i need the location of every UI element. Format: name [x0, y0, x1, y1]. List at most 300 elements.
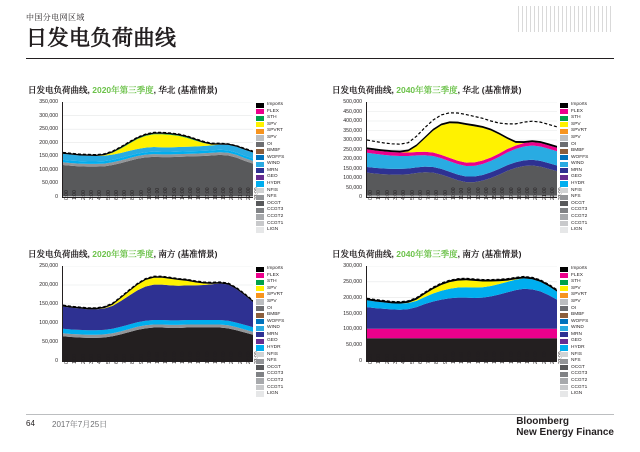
legend-item: [256, 128, 284, 134]
legend-swatch: [256, 378, 264, 383]
legend-item: [560, 109, 588, 115]
legend-label: CCGT2: [267, 377, 284, 383]
x-tick-label: 17:00: [508, 351, 515, 364]
x-tick-label: 19:00: [221, 351, 228, 364]
legend-swatch: [256, 168, 264, 173]
legend-swatch: [560, 155, 568, 160]
legend-swatch: [560, 267, 568, 272]
x-tick-label: 20:00: [229, 187, 236, 200]
x-tick-label: 17:00: [204, 351, 211, 364]
legend-item: [256, 161, 284, 167]
y-axis-labels: [330, 263, 364, 364]
x-tick-label: 9:00: [138, 190, 145, 200]
legend-swatch: [560, 319, 568, 324]
legend-label: NFS: [571, 194, 581, 200]
x-tick-label: 19:00: [525, 351, 532, 364]
legend-item: [560, 148, 588, 154]
legend-swatch: [256, 299, 264, 304]
legend-item: [256, 352, 284, 358]
chart-panel-north-2020: [26, 84, 285, 243]
legend-item: [256, 279, 284, 285]
legend-swatch: [560, 227, 568, 232]
x-tick-label: 1:00: [72, 190, 79, 200]
x-tick-label: 12:00: [467, 187, 474, 200]
legend-label: HYDR: [267, 181, 281, 187]
x-tick-label: 9:00: [138, 354, 145, 364]
x-tick-label: 8:00: [130, 190, 137, 200]
legend-item: [560, 338, 588, 344]
legend-item: [560, 128, 588, 134]
legend-label: BMBF: [571, 148, 585, 154]
legend-swatch: [256, 109, 264, 114]
chart-title-south-2040: [332, 248, 521, 260]
legend-item: [560, 201, 588, 207]
chart-title-prefix: 日发电负荷曲线,: [332, 85, 397, 95]
legend-label: CCGT3: [571, 207, 588, 213]
legend-swatch: [560, 345, 568, 350]
x-tick-label: 15:00: [492, 187, 499, 200]
x-tick-label: 10:00: [450, 187, 457, 200]
chart-legend: [560, 102, 588, 234]
legend-item: [256, 207, 284, 213]
x-tick-label: 14:00: [179, 351, 186, 364]
footer-rule: [26, 414, 614, 415]
y-tick-label: 200,000: [39, 139, 58, 146]
legend-label: FLEX: [571, 108, 583, 114]
legend-label: OI: [571, 141, 577, 147]
legend-item: [560, 345, 588, 351]
legend-swatch: [256, 155, 264, 160]
y-tick-label: 250,000: [343, 278, 362, 285]
x-tick-label: 1:00: [376, 354, 383, 364]
legend-label: NFIS: [267, 351, 278, 357]
legend-label: SPV: [571, 134, 581, 140]
legend-item: [256, 345, 284, 351]
legend-swatch: [560, 293, 568, 298]
x-tick-label: 21:00: [237, 351, 244, 364]
legend-item: [256, 384, 284, 390]
x-tick-label: 0:00: [368, 354, 375, 364]
x-tick-label: 20:00: [533, 187, 540, 200]
brand-logo: [516, 416, 614, 438]
x-tick-label: 14:00: [179, 187, 186, 200]
legend-label: Imports: [267, 266, 283, 272]
legend-label: CCGT1: [267, 384, 284, 390]
x-tick-label: 20:00: [533, 351, 540, 364]
legend-label: OCGT: [571, 364, 585, 370]
x-tick-label: 16:00: [196, 351, 203, 364]
legend-item: [256, 338, 284, 344]
legend-item: [560, 365, 588, 371]
chart-title-prefix: 日发电负荷曲线,: [28, 85, 93, 95]
chart-title-accent: 2020年第三季度: [92, 249, 154, 259]
legend-label: NFIS: [267, 187, 278, 193]
x-tick-label: 12:00: [163, 187, 170, 200]
legend-swatch: [256, 116, 264, 121]
legend-label: BMBF: [267, 312, 281, 318]
x-tick-label: 15:00: [492, 351, 499, 364]
y-tick-label: 0: [55, 358, 58, 364]
x-tick-label: 16:00: [500, 351, 507, 364]
x-tick-label: 4:00: [401, 190, 408, 200]
legend-swatch: [256, 188, 264, 193]
legend-item: [256, 201, 284, 207]
y-tick-label: 300,000: [343, 263, 362, 269]
chart-title-accent: 2020年第三季度: [92, 85, 154, 95]
x-tick-label: 15:00: [188, 351, 195, 364]
legend-label: CCGT1: [571, 384, 588, 390]
legend-label: LIGN: [571, 227, 583, 233]
legend-swatch: [256, 208, 264, 213]
legend-label: SPV: [267, 134, 277, 140]
legend-item: [560, 161, 588, 167]
legend-swatch: [560, 109, 568, 114]
legend-label: LIGN: [571, 391, 583, 397]
legend-item: [560, 266, 588, 272]
x-tick-label: 1:00: [72, 354, 79, 364]
legend-item: [560, 135, 588, 141]
chart-title-north-2020: [28, 84, 217, 96]
legend-swatch: [560, 391, 568, 396]
legend-swatch: [560, 116, 568, 121]
legend-item: [560, 312, 588, 318]
legend-item: [256, 135, 284, 141]
y-tick-label: 50,000: [346, 342, 362, 349]
legend-label: LIGN: [267, 391, 279, 397]
chart-title-prefix: 日发电负荷曲线,: [28, 249, 93, 259]
legend-swatch: [256, 175, 264, 180]
y-tick-label: 150,000: [39, 301, 58, 307]
x-tick-label: 9:00: [442, 354, 449, 364]
footer-date: 2017年7月25日: [52, 420, 108, 429]
legend-item: [560, 292, 588, 298]
legend-swatch: [560, 299, 568, 304]
legend-item: [560, 227, 588, 233]
chart-title-suffix: , 南方 (基准情景): [153, 249, 218, 259]
legend-swatch: [256, 385, 264, 390]
y-axis-labels: [330, 99, 364, 200]
x-tick-label: 6:00: [417, 354, 424, 364]
legend-item: [256, 305, 284, 311]
y-tick-label: 100,000: [343, 175, 362, 181]
legend-item: [256, 365, 284, 371]
legend-swatch: [560, 280, 568, 285]
legend-swatch: [560, 142, 568, 147]
legend-swatch: [256, 267, 264, 272]
legend-item: [560, 181, 588, 187]
legend-label: STH: [267, 115, 277, 121]
legend-item: [256, 174, 284, 180]
plot-wrapper-north-2040: [330, 99, 589, 243]
legend-swatch: [256, 273, 264, 278]
y-tick-label: 200,000: [343, 294, 362, 301]
legend-label: Imports: [267, 102, 283, 108]
x-tick-label: 22:00: [245, 187, 252, 200]
legend-swatch: [256, 227, 264, 232]
legend-item: [560, 214, 588, 220]
legend-swatch: [560, 372, 568, 377]
x-tick-label: 4:00: [401, 354, 408, 364]
legend-swatch: [560, 385, 568, 390]
legend-swatch: [256, 129, 264, 134]
legend-label: NFIS: [571, 351, 582, 357]
x-tick-label: 0:00: [64, 354, 71, 364]
legend-label: SPV: [571, 121, 581, 127]
y-tick-label: 500,000: [343, 99, 362, 105]
y-tick-label: 250,000: [343, 146, 362, 153]
legend-label: SPV: [571, 285, 581, 291]
x-tick-label: 20:00: [229, 351, 236, 364]
x-tick-label: 14:00: [483, 187, 490, 200]
legend-swatch: [256, 103, 264, 108]
legend-label: GEO: [571, 338, 582, 344]
x-tick-label: 11:00: [155, 187, 162, 200]
legend-item: [256, 115, 284, 121]
legend-label: NFIS: [571, 187, 582, 193]
legend-swatch: [560, 208, 568, 213]
legend-item: [256, 266, 284, 272]
legend-label: OI: [267, 305, 273, 311]
legend-label: WIND: [571, 325, 584, 331]
legend-swatch: [560, 175, 568, 180]
legend-label: SPV: [267, 121, 277, 127]
legend-item: [560, 102, 588, 108]
legend-item: [560, 141, 588, 147]
x-tick-label: 19:00: [525, 187, 532, 200]
legend-item: [560, 319, 588, 325]
legend-label: MRN: [571, 331, 582, 337]
legend-label: FLEX: [571, 272, 583, 278]
legend-swatch: [256, 359, 264, 364]
x-tick-label: 6:00: [417, 190, 424, 200]
legend-swatch: [256, 221, 264, 226]
legend-label: SPV: [267, 298, 277, 304]
x-tick-label: 0:00: [64, 190, 71, 200]
y-tick-label: 50,000: [42, 180, 58, 187]
legend-label: GEO: [267, 174, 278, 180]
chart-title-accent: 2040年第三季度: [396, 85, 458, 95]
x-tick-label: 4:00: [97, 190, 104, 200]
legend-swatch: [560, 306, 568, 311]
legend-item: [256, 358, 284, 364]
legend-item: [560, 279, 588, 285]
legend-swatch: [256, 214, 264, 219]
x-tick-label: 9:00: [442, 190, 449, 200]
x-tick-label: 13:00: [475, 351, 482, 364]
plot-wrapper-south-2020: [26, 263, 285, 407]
plot-wrapper-south-2040: [330, 263, 589, 407]
legend-label: NFS: [267, 358, 277, 364]
legend-label: WIND: [267, 325, 280, 331]
legend-label: BMBF: [571, 312, 585, 318]
legend-item: [560, 188, 588, 194]
x-tick-label: 5:00: [105, 190, 112, 200]
y-tick-label: 100,000: [39, 320, 58, 326]
legend-label: WOFFS: [571, 318, 589, 324]
plot-wrapper-north-2020: [26, 99, 285, 243]
plot-area-north-2040: [366, 102, 557, 198]
x-tick-label: 21:00: [237, 187, 244, 200]
y-tick-label: 300,000: [343, 137, 362, 143]
legend-label: Imports: [571, 266, 587, 272]
legend-item: [560, 352, 588, 358]
page-number: 64: [26, 419, 35, 428]
legend-label: MRN: [267, 167, 278, 173]
x-tick-label: 6:00: [113, 190, 120, 200]
page-title: 日发电负荷曲线: [26, 27, 177, 50]
legend-label: CCGT2: [571, 377, 588, 383]
legend-label: HYDR: [571, 345, 585, 351]
x-tick-label: 1:00: [376, 190, 383, 200]
y-tick-label: 100,000: [39, 166, 58, 173]
legend-swatch: [256, 162, 264, 167]
legend-label: SPV: [267, 285, 277, 291]
legend-label: CCGT2: [571, 213, 588, 219]
legend-label: NFS: [571, 358, 581, 364]
legend-label: WOFFS: [571, 154, 589, 160]
x-tick-label: 21:00: [541, 187, 548, 200]
x-tick-label: 10:00: [146, 187, 153, 200]
legend-item: [256, 391, 284, 397]
legend-item: [560, 155, 588, 161]
legend-label: WIND: [571, 161, 584, 167]
legend-item: [256, 319, 284, 325]
legend-item: [256, 214, 284, 220]
legend-swatch: [560, 352, 568, 357]
legend-swatch: [560, 129, 568, 134]
y-tick-label: 200,000: [39, 282, 58, 288]
x-tick-label: 17:00: [204, 187, 211, 200]
y-axis-labels: [26, 99, 60, 200]
y-axis-labels: [26, 263, 60, 364]
y-tick-label: 100,000: [343, 326, 362, 333]
legend-swatch: [256, 135, 264, 140]
legend-label: MRN: [267, 331, 278, 337]
plot-area-north-2020: [62, 102, 253, 198]
x-tick-label: 11:00: [459, 187, 466, 200]
x-tick-label: 18:00: [212, 187, 219, 200]
legend-swatch: [560, 201, 568, 206]
legend-swatch: [256, 339, 264, 344]
legend-label: OI: [571, 305, 577, 311]
x-tick-label: 4:00: [97, 354, 104, 364]
legend-item: [256, 188, 284, 194]
y-tick-label: 0: [359, 194, 362, 200]
x-tick-label: 8:00: [434, 190, 441, 200]
legend-label: SPVRT: [267, 128, 283, 134]
legend-swatch: [560, 195, 568, 200]
y-tick-label: 200,000: [343, 156, 362, 162]
chart-title-prefix: 日发电负荷曲线,: [332, 249, 397, 259]
legend-swatch: [560, 326, 568, 331]
legend-item: [560, 305, 588, 311]
x-tick-label: 10:00: [146, 351, 153, 364]
legend-label: CCGT3: [571, 371, 588, 377]
chart-panel-south-2020: [26, 248, 285, 407]
legend-item: [560, 358, 588, 364]
legend-item: [256, 292, 284, 298]
y-tick-label: 50,000: [346, 184, 362, 191]
legend-label: Imports: [571, 102, 587, 108]
y-tick-label: 250,000: [39, 263, 58, 269]
y-tick-label: 150,000: [343, 165, 362, 172]
legend-item: [256, 194, 284, 200]
legend-item: [560, 391, 588, 397]
x-tick-label: 18:00: [212, 351, 219, 364]
x-tick-label: 13:00: [171, 187, 178, 200]
legend-swatch: [256, 345, 264, 350]
legend-item: [256, 378, 284, 384]
legend-swatch: [560, 286, 568, 291]
chart-panel-north-2040: [330, 84, 589, 243]
legend-swatch: [560, 221, 568, 226]
legend-swatch: [560, 122, 568, 127]
y-tick-label: 350,000: [343, 127, 362, 134]
y-tick-label: 0: [359, 358, 362, 364]
chart-title-north-2040: [332, 84, 521, 96]
legend-swatch: [256, 195, 264, 200]
x-tick-label: 8:00: [130, 354, 137, 364]
chart-title-suffix: , 华北 (基准情景): [153, 85, 218, 95]
legend-label: STH: [267, 279, 277, 285]
legend-label: CCGT1: [571, 220, 588, 226]
x-tick-label: 22:00: [549, 351, 556, 364]
legend-swatch: [560, 378, 568, 383]
legend-label: WOFFS: [267, 318, 285, 324]
legend-label: CCGT3: [267, 371, 284, 377]
y-tick-label: 350,000: [39, 99, 58, 105]
legend-item: [256, 122, 284, 128]
legend-item: [256, 155, 284, 161]
legend-swatch: [560, 149, 568, 154]
legend-swatch: [256, 293, 264, 298]
legend-label: WOFFS: [267, 154, 285, 160]
legend-item: [256, 148, 284, 154]
legend-item: [560, 299, 588, 305]
legend-swatch: [256, 391, 264, 396]
legend-swatch: [560, 162, 568, 167]
x-tick-label: 13:00: [171, 351, 178, 364]
legend-label: OCGT: [267, 364, 281, 370]
legend-item: [256, 227, 284, 233]
legend-label: FLEX: [267, 108, 279, 114]
y-tick-label: 400,000: [343, 118, 362, 124]
legend-item: [560, 286, 588, 292]
chart-title-suffix: , 南方 (基准情景): [457, 249, 522, 259]
x-tick-label: 2:00: [384, 190, 391, 200]
title-rule: [26, 58, 614, 59]
legend-label: OI: [267, 141, 273, 147]
legend-swatch: [560, 214, 568, 219]
x-tick-label: 2:00: [80, 354, 87, 364]
legend-swatch: [256, 122, 264, 127]
legend-label: SPV: [571, 298, 581, 304]
brand-line-2: New Energy Finance: [516, 427, 614, 438]
legend-label: SPVRT: [267, 292, 283, 298]
legend-swatch: [256, 319, 264, 324]
x-tick-label: 14:00: [483, 351, 490, 364]
legend-item: [256, 286, 284, 292]
legend-item: [560, 115, 588, 121]
plot-area-south-2040: [366, 266, 557, 362]
legend-item: [560, 220, 588, 226]
x-tick-label: 3:00: [88, 190, 95, 200]
chart-legend: [256, 102, 284, 234]
legend-swatch: [560, 181, 568, 186]
x-tick-label: 7:00: [122, 354, 129, 364]
legend-swatch: [256, 313, 264, 318]
legend-label: STH: [571, 279, 581, 285]
